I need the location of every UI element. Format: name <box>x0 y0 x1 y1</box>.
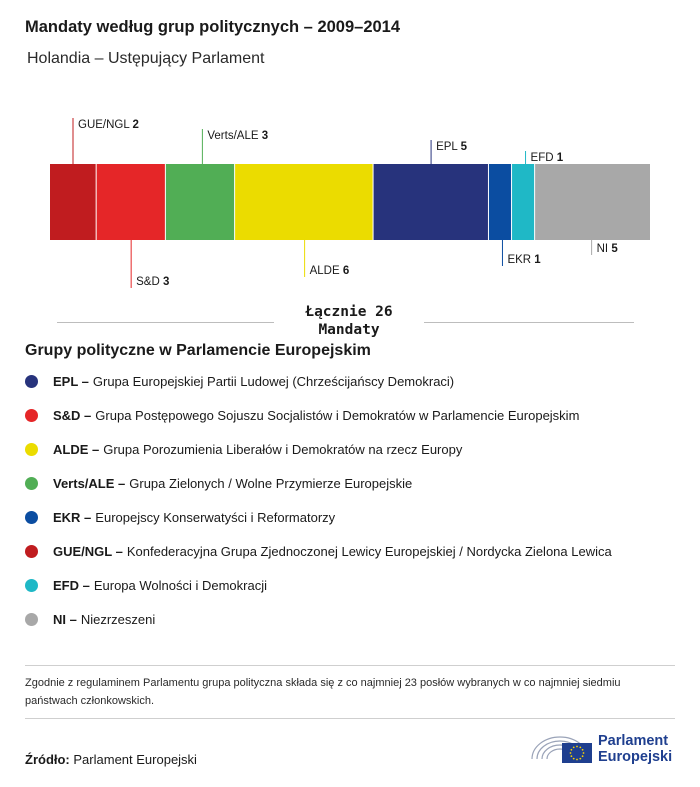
legend-item-gue-ngl <box>25 540 612 562</box>
total-divider-left <box>57 322 274 323</box>
data-label-gue-ngl: GUE/NGL 2 <box>78 119 139 131</box>
legend-abbr: NI – <box>53 611 77 627</box>
logo-line2: Europejski <box>598 749 673 765</box>
logo-text <box>598 733 672 765</box>
legend-text: Grupa Porozumienia Liberałów i Demokratów na rzecz Europy <box>103 441 463 457</box>
legend-abbr: ALDE – <box>53 441 100 457</box>
legend-text: Europa Wolności i Demokracji <box>93 577 268 593</box>
data-label-ni: NI 5 <box>596 243 618 255</box>
total-seats <box>0 303 700 343</box>
note-divider-bottom <box>25 718 675 719</box>
legend-item-alde <box>25 438 462 460</box>
parliament-hemicycle-icon <box>528 729 594 769</box>
source-text: Parlament Europejski <box>73 752 197 767</box>
legend-item-ekr <box>25 506 335 528</box>
source-line <box>25 752 197 767</box>
legend-dot-icon <box>25 375 38 388</box>
bar-segment-gue-ngl <box>50 164 96 240</box>
data-label-alde: ALDE 6 <box>309 265 350 277</box>
legend-abbr: EKR – <box>53 509 92 525</box>
legend-heading: Grupy polityczne w Parlamencie Europejskim <box>25 342 371 359</box>
note-divider-top <box>25 665 675 666</box>
legend-text: Niezrzeszeni <box>80 611 156 627</box>
legend-dot-icon <box>25 511 38 524</box>
data-label-s-d: S&D 3 <box>136 276 170 288</box>
bar-segment-efd <box>512 164 535 240</box>
legend-item-ni <box>25 608 155 630</box>
logo-line1: Parlament <box>598 733 669 749</box>
data-label-verts-ale: Verts/ALE 3 <box>207 130 269 142</box>
legend-dot-icon <box>25 613 38 626</box>
legend-item-efd <box>25 574 267 596</box>
legend-abbr: S&D – <box>53 407 92 423</box>
legend-dot-icon <box>25 409 38 422</box>
legend-abbr: GUE/NGL – <box>53 543 123 559</box>
legend-item-epl <box>25 370 454 392</box>
total-count-text: Łącznie 26 <box>305 304 393 320</box>
bar-segment-epl <box>373 164 488 240</box>
total-label <box>274 303 424 339</box>
data-label-ekr: EKR 1 <box>507 254 541 266</box>
source-label: Źródło: <box>25 752 70 767</box>
legend-abbr: EFD – <box>53 577 90 593</box>
bar-segment-s-d <box>96 164 165 240</box>
chart-subtitle: Holandia – Ustępujący Parlament <box>27 50 265 67</box>
bar-segment-alde <box>235 164 373 240</box>
legend-abbr: Verts/ALE – <box>53 475 126 491</box>
legend-text: Grupa Zielonych / Wolne Przymierze Europejskie <box>129 475 413 491</box>
footnote: Zgodnie z regulaminem Parlamentu grupa polityczna składa się z co najmniej 23 posłów wybranych w co najmniej siedmiu państwach członkowskich. <box>25 677 621 707</box>
legend-dot-icon <box>25 443 38 456</box>
legend-dot-icon <box>25 545 38 558</box>
legend-dot-icon <box>25 477 38 490</box>
bar-segment-verts-ale <box>165 164 234 240</box>
legend-dot-icon <box>25 579 38 592</box>
legend-abbr: EPL – <box>53 373 89 389</box>
legend-item-verts-ale <box>25 472 412 494</box>
total-unit-text: Mandaty <box>318 322 380 338</box>
legend-text: Europejscy Konserwatyści i Reformatorzy <box>95 509 336 525</box>
legend-text: Grupa Postępowego Sojuszu Socjalistów i Demokratów w Parlamencie Europejskim <box>95 407 580 423</box>
legend-item-sd <box>25 404 579 426</box>
data-label-epl: EPL 5 <box>436 141 467 153</box>
legend-text: Konfederacyjna Grupa Zjednoczonej Lewicy Europejskiej / Nordycka Zielona Lewica <box>126 543 612 559</box>
bar-segment-ni <box>535 164 650 240</box>
stacked-bar-chart <box>0 0 700 300</box>
bar-segment-ekr <box>488 164 511 240</box>
european-parliament-logo <box>528 729 678 769</box>
total-divider-right <box>424 322 634 323</box>
data-label-efd: EFD 1 <box>530 152 564 164</box>
legend-text: Grupa Europejskiej Partii Ludowej (Chrześcijańscy Demokraci) <box>92 373 455 389</box>
chart-title: Mandaty według grup politycznych – 2009–2014 <box>25 18 401 36</box>
